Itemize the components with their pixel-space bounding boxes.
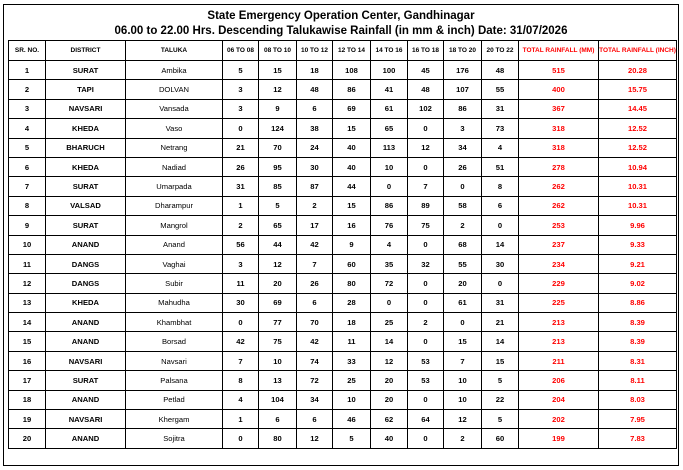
cell-20-22: 31	[482, 99, 519, 118]
cell-taluka: Vaghai	[126, 254, 223, 273]
cell-district: KHEDA	[46, 157, 126, 176]
cell-14-16: 12	[371, 351, 408, 370]
cell-08-10: 10	[259, 351, 297, 370]
cell-12-14: 16	[333, 216, 371, 235]
cell-district: KHEDA	[46, 293, 126, 312]
cell-18-20: 3	[444, 119, 482, 138]
cell-taluka: Borsad	[126, 332, 223, 351]
cell-10-12: 18	[297, 61, 333, 80]
cell-12-14: 18	[333, 313, 371, 332]
cell-12-14: 5	[333, 429, 371, 448]
cell-12-14: 10	[333, 390, 371, 409]
cell-20-22: 14	[482, 332, 519, 351]
cell-total-mm: 367	[519, 99, 599, 118]
cell-total-inch: 7.83	[599, 429, 677, 448]
cell-18-20: 0	[444, 313, 482, 332]
cell-16-18: 102	[408, 99, 444, 118]
col-header-12-14: 12 TO 14	[333, 41, 371, 61]
cell-total-inch: 14.45	[599, 99, 677, 118]
cell-16-18: 48	[408, 80, 444, 99]
cell-20-22: 4	[482, 138, 519, 157]
cell-20-22: 55	[482, 80, 519, 99]
cell-20-22: 22	[482, 390, 519, 409]
cell-16-18: 53	[408, 371, 444, 390]
table-row	[9, 351, 677, 370]
cell-taluka: Subir	[126, 274, 223, 293]
cell-08-10: 70	[259, 138, 297, 157]
cell-10-12: 26	[297, 274, 333, 293]
cell-08-10: 12	[259, 80, 297, 99]
cell-08-10: 85	[259, 177, 297, 196]
cell-14-16: 100	[371, 61, 408, 80]
cell-total-inch: 12.52	[599, 119, 677, 138]
cell-total-mm: 515	[519, 61, 599, 80]
cell-district: DANGS	[46, 254, 126, 273]
cell-10-12: 6	[297, 99, 333, 118]
cell-district: ANAND	[46, 313, 126, 332]
cell-16-18: 0	[408, 390, 444, 409]
cell-10-12: 70	[297, 313, 333, 332]
cell-18-20: 86	[444, 99, 482, 118]
cell-10-12: 42	[297, 235, 333, 254]
cell-18-20: 68	[444, 235, 482, 254]
cell-sr-no: 13	[9, 293, 46, 312]
cell-district: BHARUCH	[46, 138, 126, 157]
table-row	[9, 410, 677, 429]
cell-district: NAVSARI	[46, 410, 126, 429]
cell-18-20: 2	[444, 429, 482, 448]
cell-sr-no: 9	[9, 216, 46, 235]
cell-total-mm: 202	[519, 410, 599, 429]
cell-12-14: 25	[333, 371, 371, 390]
cell-14-16: 113	[371, 138, 408, 157]
cell-district: SURAT	[46, 216, 126, 235]
cell-district: ANAND	[46, 429, 126, 448]
cell-district: SURAT	[46, 371, 126, 390]
cell-10-12: 2	[297, 196, 333, 215]
table-row	[9, 274, 677, 293]
cell-08-10: 69	[259, 293, 297, 312]
cell-taluka: Umarpada	[126, 177, 223, 196]
cell-total-mm: 318	[519, 138, 599, 157]
cell-18-20: 61	[444, 293, 482, 312]
col-header-sr-no: SR. NO.	[9, 41, 46, 61]
cell-district: TAPI	[46, 80, 126, 99]
cell-18-20: 10	[444, 390, 482, 409]
cell-taluka: Sojitra	[126, 429, 223, 448]
cell-district: DANGS	[46, 274, 126, 293]
cell-16-18: 12	[408, 138, 444, 157]
cell-sr-no: 18	[9, 390, 46, 409]
cell-total-mm: 229	[519, 274, 599, 293]
report-title: State Emergency Operation Center, Gandhinagar	[207, 10, 475, 22]
cell-taluka: Mangrol	[126, 216, 223, 235]
cell-14-16: 86	[371, 196, 408, 215]
cell-total-mm: 237	[519, 235, 599, 254]
cell-total-inch: 8.39	[599, 332, 677, 351]
cell-12-14: 108	[333, 61, 371, 80]
cell-16-18: 0	[408, 157, 444, 176]
cell-08-10: 15	[259, 61, 297, 80]
cell-14-16: 0	[371, 177, 408, 196]
cell-taluka: Khambhat	[126, 313, 223, 332]
table-row	[9, 196, 677, 215]
cell-08-10: 9	[259, 99, 297, 118]
cell-12-14: 33	[333, 351, 371, 370]
col-header-10-12: 10 TO 12	[297, 41, 333, 61]
cell-total-inch: 8.86	[599, 293, 677, 312]
cell-total-inch: 12.52	[599, 138, 677, 157]
cell-12-14: 40	[333, 138, 371, 157]
cell-08-10: 5	[259, 196, 297, 215]
cell-10-12: 74	[297, 351, 333, 370]
cell-16-18: 75	[408, 216, 444, 235]
cell-district: NAVSARI	[46, 99, 126, 118]
table-row	[9, 235, 677, 254]
cell-district: NAVSARI	[46, 351, 126, 370]
cell-20-22: 30	[482, 254, 519, 273]
cell-taluka: Anand	[126, 235, 223, 254]
cell-16-18: 0	[408, 293, 444, 312]
cell-district: ANAND	[46, 332, 126, 351]
table-row	[9, 157, 677, 176]
cell-12-14: 80	[333, 274, 371, 293]
table-row	[9, 371, 677, 390]
col-header-20-22: 20 TO 22	[482, 41, 519, 61]
col-header-06-08: 06 TO 08	[223, 41, 259, 61]
cell-10-12: 72	[297, 371, 333, 390]
table-row	[9, 332, 677, 351]
cell-taluka: Nadiad	[126, 157, 223, 176]
cell-sr-no: 14	[9, 313, 46, 332]
cell-20-22: 48	[482, 61, 519, 80]
cell-06-08: 4	[223, 390, 259, 409]
cell-14-16: 65	[371, 119, 408, 138]
cell-18-20: 55	[444, 254, 482, 273]
cell-18-20: 2	[444, 216, 482, 235]
cell-08-10: 44	[259, 235, 297, 254]
cell-district: ANAND	[46, 390, 126, 409]
cell-total-mm: 213	[519, 313, 599, 332]
cell-sr-no: 1	[9, 61, 46, 80]
cell-total-inch: 8.11	[599, 371, 677, 390]
cell-20-22: 14	[482, 235, 519, 254]
cell-20-22: 0	[482, 274, 519, 293]
cell-16-18: 0	[408, 119, 444, 138]
cell-06-08: 3	[223, 254, 259, 273]
cell-taluka: Petlad	[126, 390, 223, 409]
cell-taluka: Ambika	[126, 61, 223, 80]
cell-08-10: 95	[259, 157, 297, 176]
cell-district: ANAND	[46, 235, 126, 254]
cell-12-14: 15	[333, 196, 371, 215]
cell-sr-no: 6	[9, 157, 46, 176]
table-header-row	[9, 41, 677, 61]
cell-12-14: 46	[333, 410, 371, 429]
cell-06-08: 11	[223, 274, 259, 293]
cell-taluka: Dharampur	[126, 196, 223, 215]
col-header-08-10: 08 TO 10	[259, 41, 297, 61]
cell-10-12: 6	[297, 410, 333, 429]
cell-08-10: 124	[259, 119, 297, 138]
cell-sr-no: 19	[9, 410, 46, 429]
cell-sr-no: 11	[9, 254, 46, 273]
cell-18-20: 176	[444, 61, 482, 80]
cell-total-mm: 206	[519, 371, 599, 390]
cell-10-12: 42	[297, 332, 333, 351]
cell-total-mm: 278	[519, 157, 599, 176]
cell-06-08: 7	[223, 351, 259, 370]
cell-total-mm: 253	[519, 216, 599, 235]
cell-20-22: 60	[482, 429, 519, 448]
cell-14-16: 20	[371, 371, 408, 390]
cell-18-20: 15	[444, 332, 482, 351]
cell-total-mm: 234	[519, 254, 599, 273]
cell-sr-no: 15	[9, 332, 46, 351]
cell-total-inch: 10.31	[599, 177, 677, 196]
cell-total-inch: 7.95	[599, 410, 677, 429]
cell-total-mm: 262	[519, 196, 599, 215]
cell-total-inch: 9.33	[599, 235, 677, 254]
cell-06-08: 5	[223, 61, 259, 80]
cell-sr-no: 16	[9, 351, 46, 370]
cell-12-14: 28	[333, 293, 371, 312]
cell-06-08: 26	[223, 157, 259, 176]
cell-14-16: 62	[371, 410, 408, 429]
cell-sr-no: 12	[9, 274, 46, 293]
cell-sr-no: 7	[9, 177, 46, 196]
table-row	[9, 61, 677, 80]
cell-10-12: 38	[297, 119, 333, 138]
cell-20-22: 21	[482, 313, 519, 332]
cell-08-10: 20	[259, 274, 297, 293]
cell-16-18: 32	[408, 254, 444, 273]
cell-14-16: 4	[371, 235, 408, 254]
cell-10-12: 30	[297, 157, 333, 176]
cell-18-20: 10	[444, 371, 482, 390]
cell-10-12: 48	[297, 80, 333, 99]
cell-08-10: 104	[259, 390, 297, 409]
cell-08-10: 77	[259, 313, 297, 332]
table-row	[9, 429, 677, 448]
cell-12-14: 40	[333, 157, 371, 176]
cell-district: VALSAD	[46, 196, 126, 215]
cell-total-inch: 8.03	[599, 390, 677, 409]
cell-06-08: 1	[223, 196, 259, 215]
table-row	[9, 177, 677, 196]
col-header-total-inch: TOTAL RAINFALL (INCH)	[599, 41, 677, 61]
table-row	[9, 313, 677, 332]
cell-14-16: 35	[371, 254, 408, 273]
cell-20-22: 6	[482, 196, 519, 215]
cell-20-22: 73	[482, 119, 519, 138]
table-row	[9, 293, 677, 312]
cell-20-22: 51	[482, 157, 519, 176]
cell-06-08: 3	[223, 99, 259, 118]
cell-16-18: 7	[408, 177, 444, 196]
cell-total-mm: 400	[519, 80, 599, 99]
cell-20-22: 5	[482, 371, 519, 390]
cell-20-22: 8	[482, 177, 519, 196]
cell-08-10: 75	[259, 332, 297, 351]
cell-10-12: 87	[297, 177, 333, 196]
cell-08-10: 65	[259, 216, 297, 235]
cell-18-20: 7	[444, 351, 482, 370]
cell-sr-no: 17	[9, 371, 46, 390]
cell-12-14: 11	[333, 332, 371, 351]
cell-14-16: 72	[371, 274, 408, 293]
cell-10-12: 17	[297, 216, 333, 235]
cell-total-inch: 15.75	[599, 80, 677, 99]
cell-14-16: 0	[371, 293, 408, 312]
cell-14-16: 76	[371, 216, 408, 235]
cell-total-mm: 213	[519, 332, 599, 351]
cell-total-mm: 262	[519, 177, 599, 196]
cell-sr-no: 5	[9, 138, 46, 157]
table-row	[9, 216, 677, 235]
cell-district: SURAT	[46, 177, 126, 196]
cell-total-mm: 211	[519, 351, 599, 370]
cell-20-22: 15	[482, 351, 519, 370]
cell-total-inch: 9.02	[599, 274, 677, 293]
cell-taluka: DOLVAN	[126, 80, 223, 99]
cell-sr-no: 20	[9, 429, 46, 448]
cell-total-inch: 10.94	[599, 157, 677, 176]
cell-16-18: 0	[408, 332, 444, 351]
cell-10-12: 24	[297, 138, 333, 157]
cell-18-20: 0	[444, 177, 482, 196]
cell-10-12: 12	[297, 429, 333, 448]
cell-06-08: 8	[223, 371, 259, 390]
report-subtitle: 06.00 to 22.00 Hrs. Descending Talukawise Rainfall (in mm & inch) Date: 31/07/2026	[114, 25, 568, 37]
cell-total-inch: 8.39	[599, 313, 677, 332]
cell-16-18: 0	[408, 235, 444, 254]
cell-total-inch: 9.96	[599, 216, 677, 235]
cell-sr-no: 2	[9, 80, 46, 99]
table-body	[9, 61, 677, 449]
cell-18-20: 58	[444, 196, 482, 215]
table-row	[9, 254, 677, 273]
cell-06-08: 1	[223, 410, 259, 429]
cell-18-20: 34	[444, 138, 482, 157]
table-row	[9, 390, 677, 409]
cell-16-18: 0	[408, 429, 444, 448]
cell-12-14: 69	[333, 99, 371, 118]
cell-06-08: 56	[223, 235, 259, 254]
cell-08-10: 80	[259, 429, 297, 448]
cell-total-inch: 10.31	[599, 196, 677, 215]
cell-16-18: 45	[408, 61, 444, 80]
cell-sr-no: 4	[9, 119, 46, 138]
cell-16-18: 53	[408, 351, 444, 370]
cell-06-08: 0	[223, 313, 259, 332]
cell-06-08: 2	[223, 216, 259, 235]
cell-18-20: 26	[444, 157, 482, 176]
cell-12-14: 44	[333, 177, 371, 196]
cell-12-14: 86	[333, 80, 371, 99]
table-row	[9, 80, 677, 99]
rainfall-table	[8, 40, 677, 449]
cell-18-20: 12	[444, 410, 482, 429]
cell-16-18: 89	[408, 196, 444, 215]
cell-10-12: 7	[297, 254, 333, 273]
cell-08-10: 13	[259, 371, 297, 390]
cell-20-22: 5	[482, 410, 519, 429]
table-row	[9, 119, 677, 138]
cell-taluka: Palsana	[126, 371, 223, 390]
cell-total-inch: 9.21	[599, 254, 677, 273]
cell-sr-no: 10	[9, 235, 46, 254]
cell-taluka: Vaso	[126, 119, 223, 138]
cell-06-08: 0	[223, 119, 259, 138]
col-header-district: DISTRICT	[46, 41, 126, 61]
col-header-total-mm: TOTAL RAINFALL (MM)	[519, 41, 599, 61]
report-frame	[3, 4, 679, 466]
cell-sr-no: 8	[9, 196, 46, 215]
cell-16-18: 0	[408, 274, 444, 293]
cell-18-20: 107	[444, 80, 482, 99]
cell-06-08: 42	[223, 332, 259, 351]
cell-06-08: 3	[223, 80, 259, 99]
cell-14-16: 41	[371, 80, 408, 99]
cell-18-20: 20	[444, 274, 482, 293]
cell-total-mm: 225	[519, 293, 599, 312]
cell-16-18: 2	[408, 313, 444, 332]
cell-06-08: 21	[223, 138, 259, 157]
table-row	[9, 99, 677, 118]
col-header-taluka: TALUKA	[126, 41, 223, 61]
cell-total-mm: 318	[519, 119, 599, 138]
cell-14-16: 10	[371, 157, 408, 176]
cell-14-16: 14	[371, 332, 408, 351]
cell-20-22: 0	[482, 216, 519, 235]
cell-total-inch: 20.28	[599, 61, 677, 80]
cell-sr-no: 3	[9, 99, 46, 118]
cell-16-18: 64	[408, 410, 444, 429]
cell-taluka: Vansada	[126, 99, 223, 118]
table-row	[9, 138, 677, 157]
cell-20-22: 31	[482, 293, 519, 312]
cell-total-mm: 199	[519, 429, 599, 448]
cell-12-14: 9	[333, 235, 371, 254]
cell-08-10: 12	[259, 254, 297, 273]
cell-taluka: Navsari	[126, 351, 223, 370]
cell-10-12: 34	[297, 390, 333, 409]
cell-taluka: Khergam	[126, 410, 223, 429]
col-header-16-18: 16 TO 18	[408, 41, 444, 61]
cell-district: KHEDA	[46, 119, 126, 138]
cell-total-inch: 8.31	[599, 351, 677, 370]
cell-taluka: Netrang	[126, 138, 223, 157]
cell-14-16: 25	[371, 313, 408, 332]
cell-08-10: 6	[259, 410, 297, 429]
cell-06-08: 0	[223, 429, 259, 448]
cell-14-16: 61	[371, 99, 408, 118]
cell-12-14: 60	[333, 254, 371, 273]
cell-10-12: 6	[297, 293, 333, 312]
cell-district: SURAT	[46, 61, 126, 80]
cell-14-16: 20	[371, 390, 408, 409]
col-header-14-16: 14 TO 16	[371, 41, 408, 61]
cell-06-08: 30	[223, 293, 259, 312]
cell-14-16: 40	[371, 429, 408, 448]
cell-total-mm: 204	[519, 390, 599, 409]
cell-12-14: 15	[333, 119, 371, 138]
col-header-18-20: 18 TO 20	[444, 41, 482, 61]
cell-taluka: Mahudha	[126, 293, 223, 312]
cell-06-08: 31	[223, 177, 259, 196]
